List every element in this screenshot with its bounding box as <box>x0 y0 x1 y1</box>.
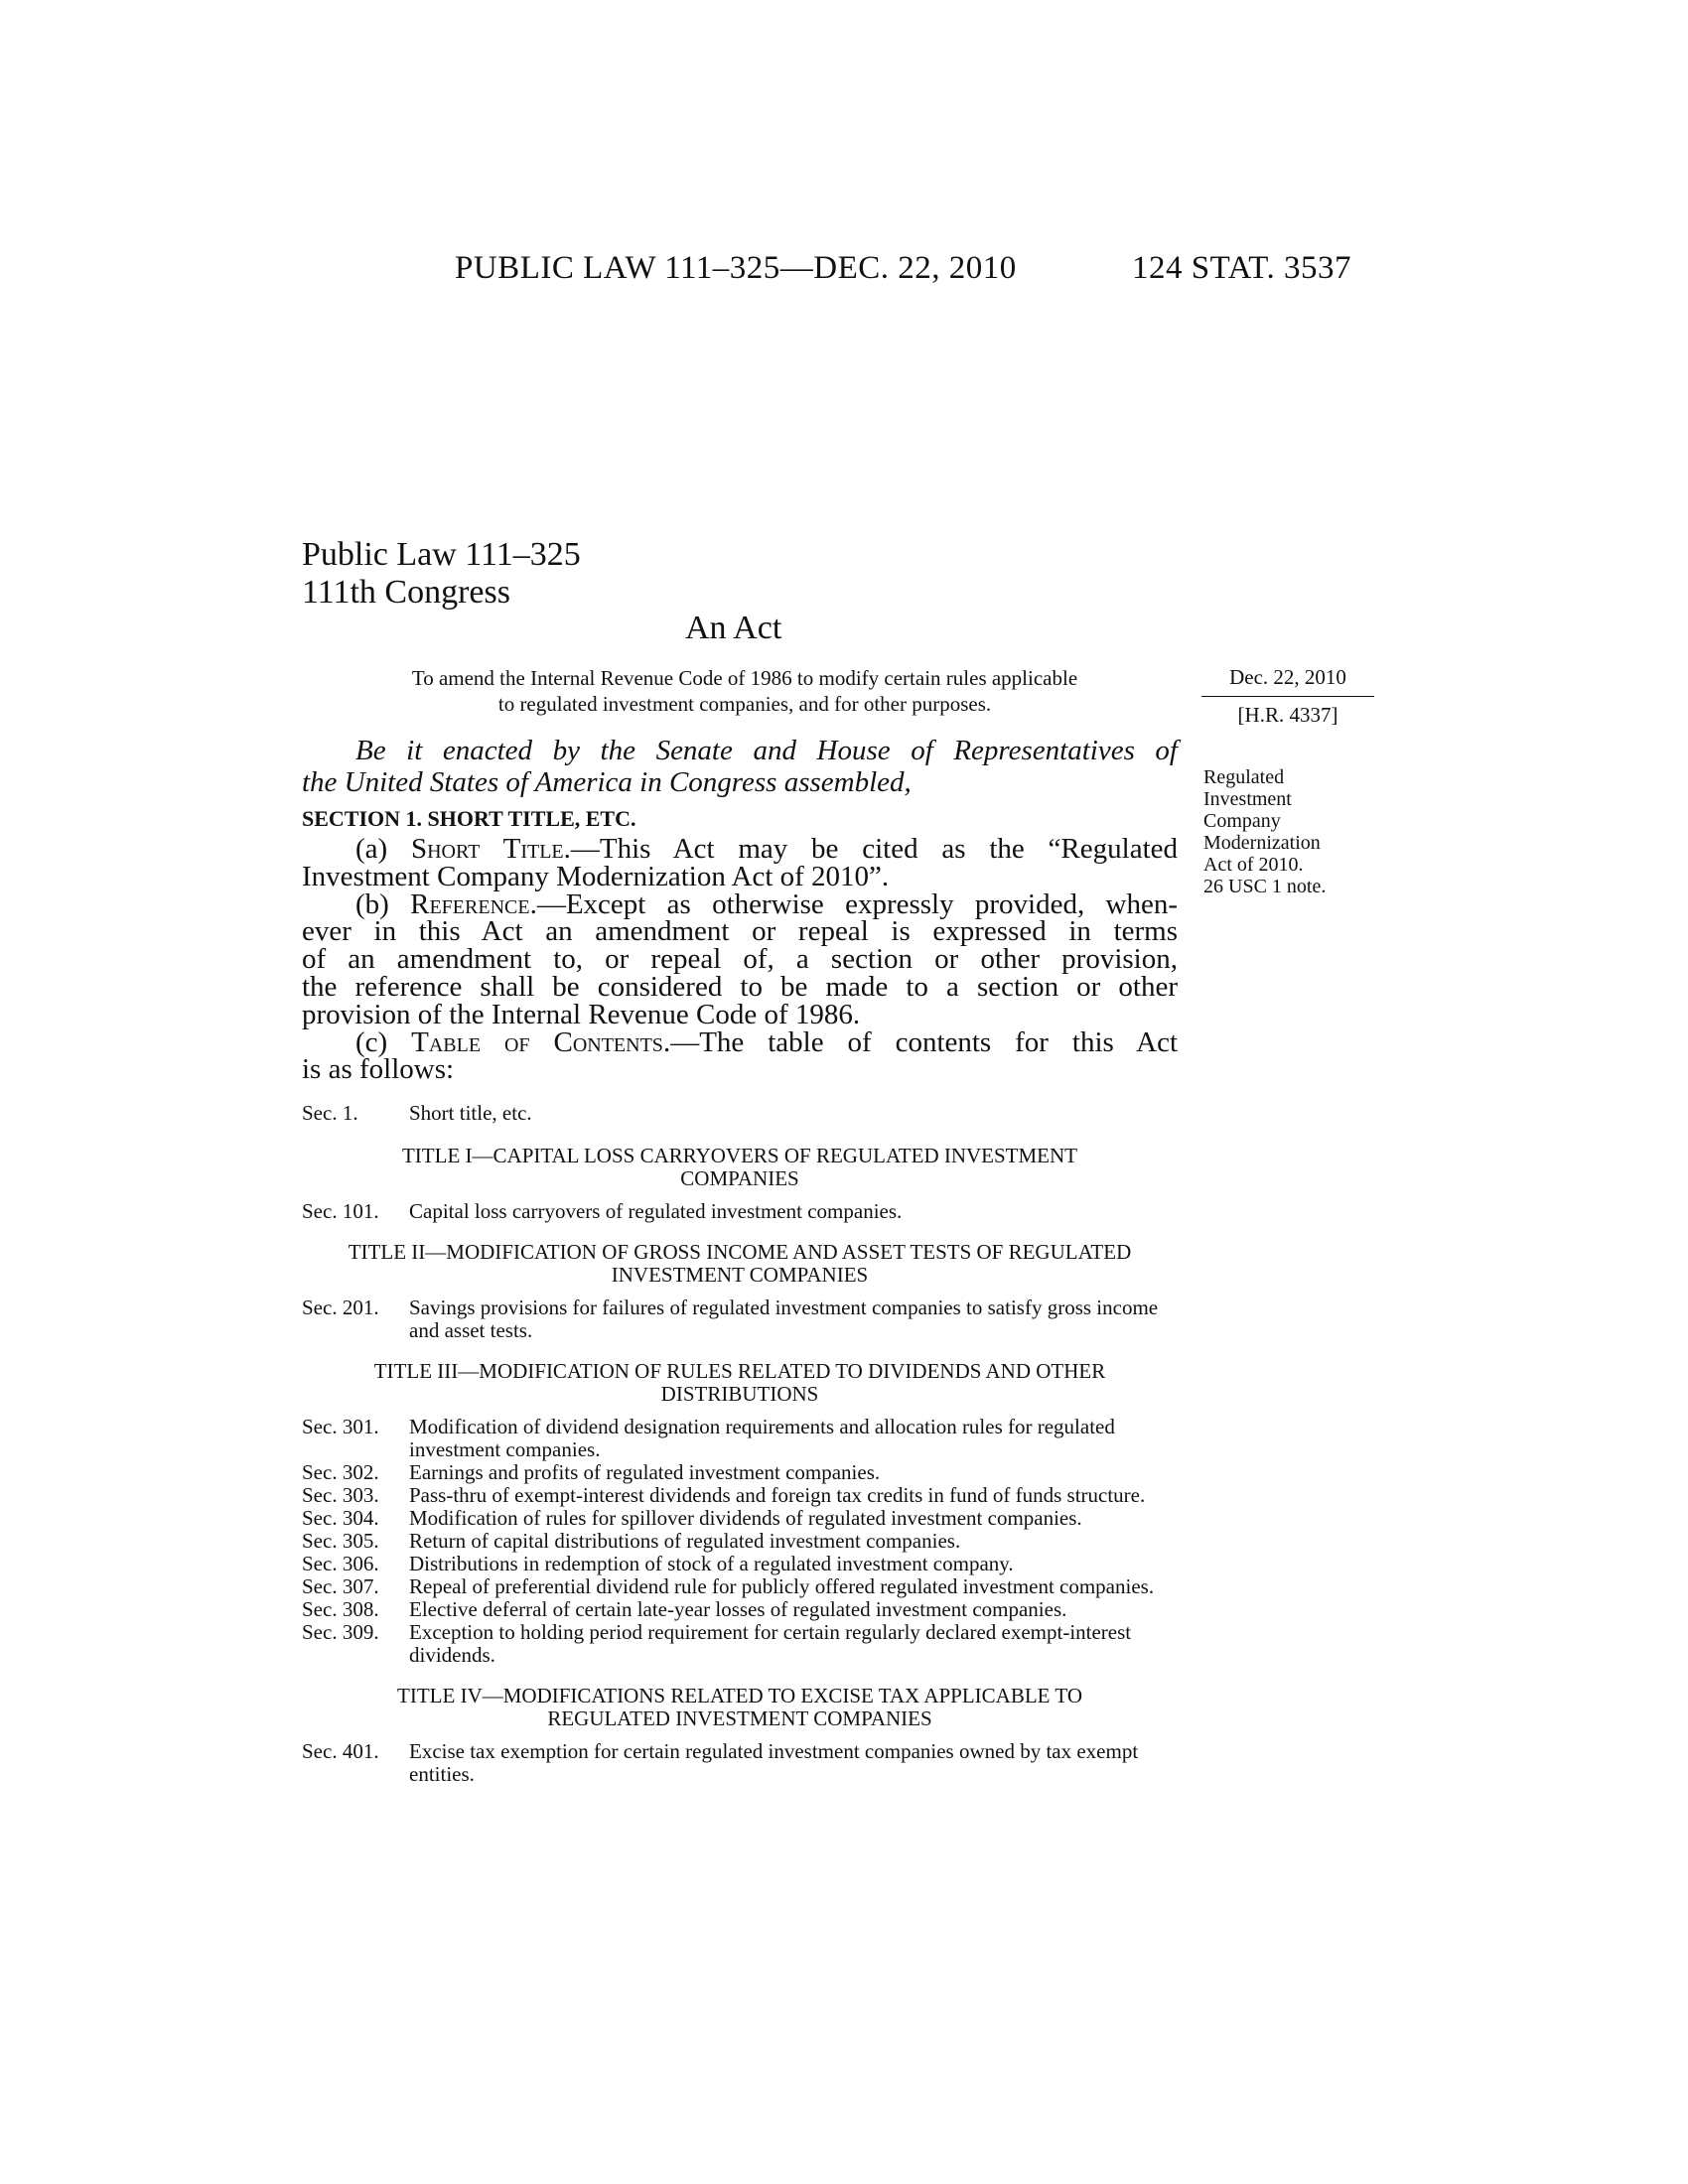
table-of-contents <box>302 1102 1178 1786</box>
toc-section-text: Repeal of preferential dividend rule for publicly offered regulated investment companies. <box>409 1574 1155 1598</box>
toc-entry <box>302 1740 1178 1786</box>
act-heading: An Act <box>685 610 782 646</box>
law-number: Public Law 111–325 <box>302 536 581 573</box>
toc-entry <box>302 1461 1178 1484</box>
toc-title-heading: TITLE I—CAPITAL LOSS CARRYOVERS OF REGULATED INVESTMENT COMPANIES <box>401 1144 1078 1190</box>
toc-section-label: Sec. 101. <box>302 1199 379 1223</box>
subsection-text: ever in this Act an amendment or repeal is expressed in terms <box>302 915 1178 948</box>
toc-section-label: Sec. 306. <box>302 1552 379 1575</box>
subsection-b <box>302 887 1178 920</box>
toc-section-label: Sec. 305. <box>302 1529 379 1553</box>
margin-note <box>1203 766 1382 897</box>
toc-section-text: Pass-thru of exempt-interest dividends and foreign tax credits in fund of funds structure. <box>409 1483 1146 1507</box>
toc-section-label: Sec. 303. <box>302 1483 379 1507</box>
margin-date-block <box>1201 665 1374 728</box>
toc-section-text: Elective deferral of certain late-year losses of regulated investment companies. <box>409 1597 1067 1621</box>
subsection-label: (c) <box>355 1025 412 1058</box>
running-header-right: 124 STAT. 3537 <box>1132 250 1352 286</box>
toc-entry <box>302 1530 1178 1553</box>
subsection-text: .—Except as otherwise expressly provided, when- <box>529 887 1178 920</box>
toc-entry <box>302 1575 1178 1598</box>
toc-section-label: Sec. 304. <box>302 1506 379 1530</box>
toc-entry <box>302 1297 1178 1342</box>
margin-bill-number: [H.R. 4337] <box>1237 703 1338 727</box>
toc-entry <box>302 1416 1178 1461</box>
toc-section-text: Earnings and profits of regulated investment companies. <box>409 1460 881 1484</box>
margin-note-line: 26 USC 1 note. <box>1203 876 1327 897</box>
toc-section-text: Exception to holding period requirement for certain regularly declared exempt-interest dividends. <box>409 1620 1132 1667</box>
toc-section-text: Capital loss carryovers of regulated investment companies. <box>409 1199 903 1223</box>
toc-section-text: Modification of dividend designation requirements and allocation rules for regulated investment companies. <box>409 1415 1115 1461</box>
toc-entry <box>302 1102 1178 1125</box>
subsection-label: (a) <box>355 833 411 865</box>
toc-entry <box>302 1200 1178 1223</box>
toc-section-label: Sec. 1. <box>302 1101 358 1125</box>
toc-section-text: Modification of rules for spillover dividends of regulated investment companies. <box>409 1506 1082 1530</box>
toc-section-label: Sec. 301. <box>302 1415 379 1438</box>
toc-section-label: Sec. 401. <box>302 1739 379 1763</box>
subsection-text: the reference shall be considered to be made to a section or other <box>302 970 1178 1003</box>
toc-section-label: Sec. 302. <box>302 1460 379 1484</box>
margin-date: Dec. 22, 2010 <box>1201 665 1374 697</box>
toc-entry <box>302 1507 1178 1530</box>
subsection-text: is as follows: <box>302 1053 455 1086</box>
enacting-line: the United States of America in Congress assembled, <box>302 766 912 798</box>
toc-section-label: Sec. 307. <box>302 1574 379 1598</box>
section-body <box>302 833 1179 1086</box>
toc-entry <box>302 1621 1178 1667</box>
subsection-text: Investment Company Modernization Act of 2010”. <box>302 860 890 892</box>
enacting-clause <box>302 735 1178 798</box>
subsection-caption: Short Title <box>410 833 564 865</box>
margin-note-line: Regulated <box>1203 766 1285 788</box>
enacting-line: Be it enacted by the Senate and House of Representatives of <box>355 735 1178 766</box>
toc-section-label: Sec. 201. <box>302 1296 379 1319</box>
subsection-c <box>302 1025 1179 1058</box>
running-header-left: PUBLIC LAW 111–325—DEC. 22, 2010 <box>455 250 1017 286</box>
purpose-line: to regulated investment companies, and for other purposes. <box>497 692 992 716</box>
toc-section-text: Short title, etc. <box>409 1101 532 1125</box>
purpose-line: To amend the Internal Revenue Code of 1986 to modify certain rules applicable <box>411 666 1078 690</box>
toc-section-label: Sec. 308. <box>302 1597 379 1621</box>
toc-section-text: Savings provisions for failures of regulated investment companies to satisfy gross income and asset tests. <box>409 1296 1159 1342</box>
subsection-text: of an amendment to, or repeal of, a section or other provision, <box>302 943 1178 976</box>
toc-title-heading: TITLE II—MODIFICATION OF GROSS INCOME AND ASSET TESTS OF REGULATED INVESTMENT COMPANIES <box>348 1240 1132 1287</box>
subsection-caption: Table of Contents <box>411 1025 663 1058</box>
subsection-text: .—The table of contents for this Act <box>662 1025 1179 1058</box>
toc-section-text: Distributions in redemption of stock of a regulated investment company. <box>409 1552 1014 1575</box>
toc-entry <box>302 1553 1178 1575</box>
subsection-caption: Reference <box>410 887 530 920</box>
margin-note-line: Modernization <box>1203 832 1321 854</box>
toc-section-text: Excise tax exemption for certain regulated investment companies owned by tax exempt entities. <box>409 1739 1139 1786</box>
margin-note-line: Company <box>1203 810 1281 832</box>
toc-title-heading: TITLE III—MODIFICATION OF RULES RELATED TO DIVIDENDS AND OTHER DISTRIBUTIONS <box>373 1359 1106 1406</box>
margin-note-line: Investment <box>1203 788 1292 810</box>
congress-number: 111th Congress <box>302 574 510 611</box>
act-purpose <box>318 665 1172 717</box>
toc-section-text: Return of capital distributions of regulated investment companies. <box>409 1529 961 1553</box>
toc-section-label: Sec. 309. <box>302 1620 379 1644</box>
subsection-a <box>302 833 1178 865</box>
toc-entry <box>302 1598 1178 1621</box>
toc-title-heading: TITLE IV—MODIFICATIONS RELATED TO EXCISE TAX APPLICABLE TO REGULATED INVESTMENT COMPANIES <box>397 1684 1082 1730</box>
section-heading: SECTION 1. SHORT TITLE, ETC. <box>302 806 636 831</box>
toc-entry <box>302 1484 1178 1507</box>
subsection-text: .—This Act may be cited as the “Regulated <box>563 833 1178 865</box>
subsection-text: provision of the Internal Revenue Code of 1986. <box>302 998 861 1030</box>
margin-note-line: Act of 2010. <box>1203 854 1304 876</box>
subsection-label: (b) <box>355 887 411 920</box>
